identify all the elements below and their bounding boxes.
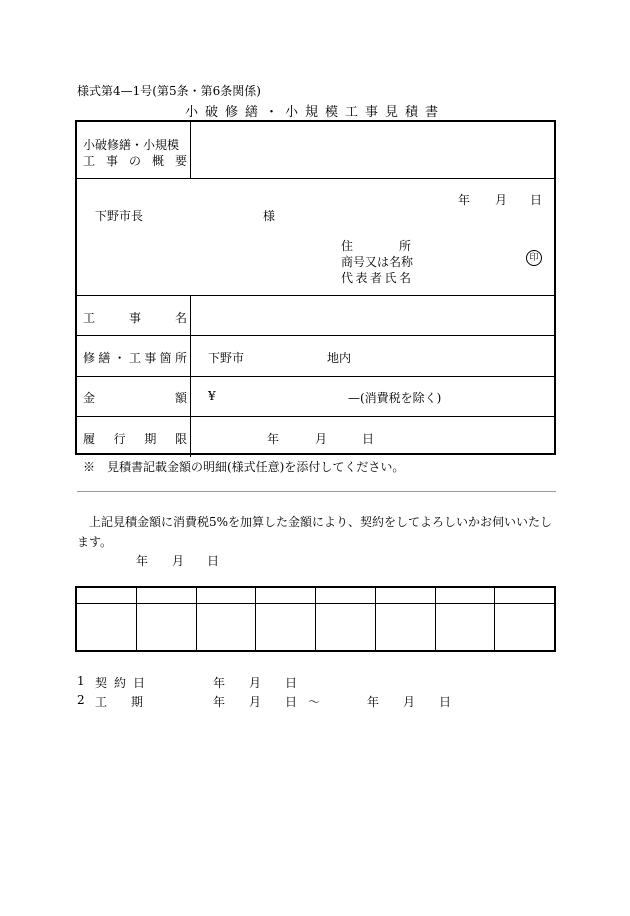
row-divider: [77, 295, 554, 296]
currency-symbol: ¥: [208, 389, 216, 403]
company-name-label: 商号又は名称: [341, 255, 414, 269]
deadline-year: 年: [267, 432, 280, 446]
project-name-label: 工 事 名: [83, 311, 187, 325]
project-name-field[interactable]: [195, 299, 553, 331]
recipient-name: 下野市長: [95, 209, 144, 223]
submission-month: 月: [495, 193, 508, 207]
row-divider: [77, 416, 554, 417]
deadline-day: 日: [362, 432, 375, 446]
recipient-honorific: 様: [263, 209, 276, 223]
location-city: 下野市: [208, 351, 245, 365]
document-title: 小破修繕・小規模工事見積書: [184, 105, 445, 120]
submission-year: 年: [458, 193, 471, 207]
section-separator: [77, 491, 556, 492]
location-suffix: 地内: [327, 351, 352, 365]
stamp-cell[interactable]: [435, 588, 495, 650]
approval-year: 年: [136, 554, 149, 568]
stamp-cell[interactable]: [136, 588, 196, 650]
amount-label: 金 額: [83, 391, 187, 405]
column-divider: [190, 295, 191, 457]
row-divider: [77, 178, 554, 179]
deadline-label: 履 行 期 限: [83, 432, 187, 446]
overview-field[interactable]: [195, 126, 553, 174]
stamp-cell[interactable]: [77, 588, 136, 650]
approval-request-text: 上記見積金額に消費税5%を加算した金額により、契約をしてよろしいかお伺いいたします。: [77, 515, 553, 549]
column-divider: [190, 122, 191, 178]
location-label: 修 繕 ・ 工 事 箇 所: [83, 351, 187, 365]
stamp-cell[interactable]: [315, 588, 375, 650]
tax-note: —(消費税を除く): [348, 391, 442, 405]
approval-stamp-grid: [75, 586, 556, 652]
form-reference: 様式第4—1号(第5条・第6条関係): [77, 84, 261, 98]
overview-label-line2: 工 事 の 概 要: [83, 154, 187, 168]
stamp-cell[interactable]: [196, 588, 256, 650]
submission-day: 日: [530, 193, 543, 207]
stamp-cell[interactable]: [375, 588, 435, 650]
representative-label: 代 表 者 氏 名: [341, 271, 411, 285]
approval-month: 月: [172, 554, 185, 568]
address-label: 住 所: [341, 239, 411, 253]
deadline-month: 月: [315, 432, 328, 446]
estimate-form: [75, 120, 556, 455]
stamp-cell[interactable]: [255, 588, 315, 650]
approval-day: 日: [207, 554, 220, 568]
stamp-cell[interactable]: [494, 588, 554, 650]
row-divider: [77, 376, 554, 377]
row-divider: [77, 335, 554, 336]
attachment-note: ※ 見積書記載金額の明細(様式任意)を添付してください。: [83, 460, 405, 474]
overview-label-line1: 小破修繕・小規模: [83, 138, 180, 152]
seal-mark: 印: [526, 250, 542, 266]
